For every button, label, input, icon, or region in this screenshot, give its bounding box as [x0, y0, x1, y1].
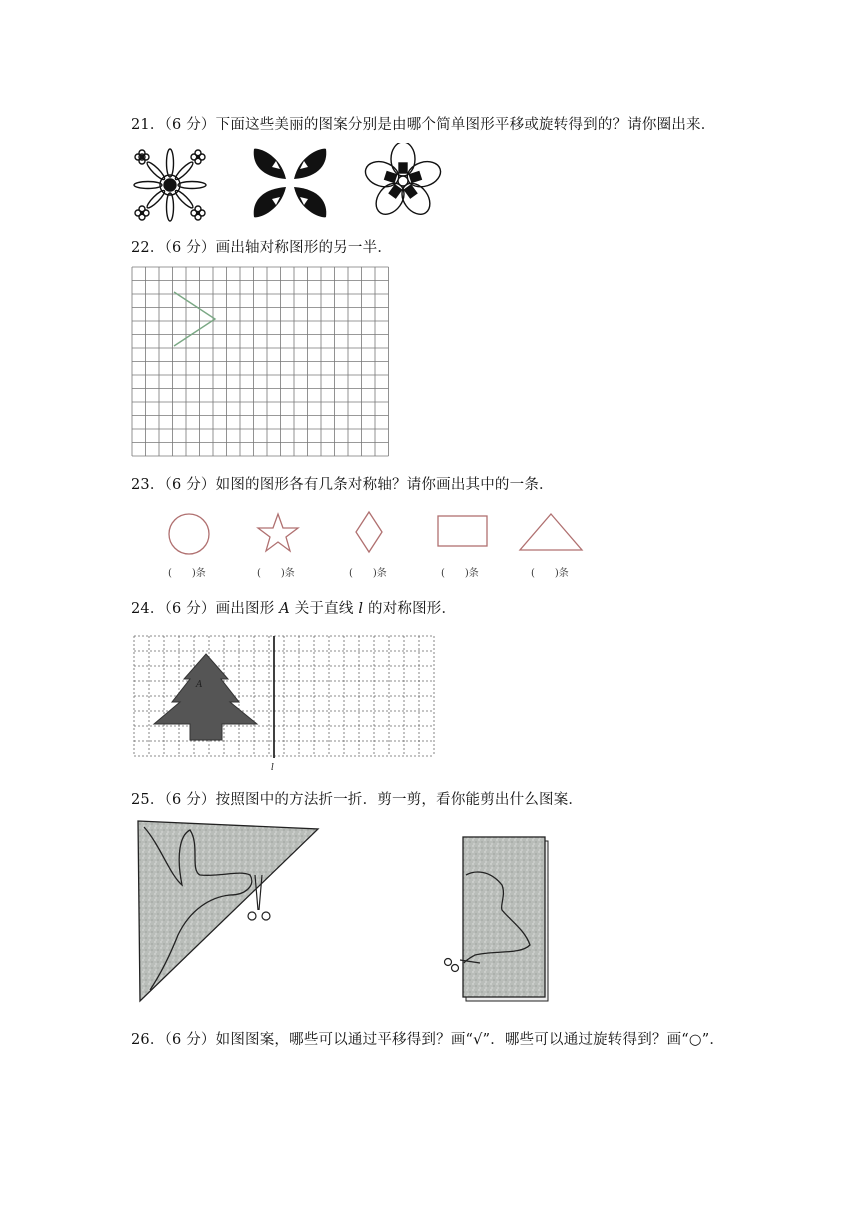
triangle-shape [520, 514, 582, 550]
rectangle-shape [438, 516, 487, 546]
question-21: 21．（6 分）下面这些美丽的图案分别是由哪个简单图形平移或旋转得到的？请你圈出来． [131, 117, 716, 133]
blank-count-star[interactable]: ( )条 [257, 568, 295, 579]
q25-folded-paper [130, 815, 560, 1005]
flower-pattern-icon [134, 149, 206, 221]
symmetry-line-label: l [271, 763, 274, 773]
circle-shape [169, 514, 209, 554]
question-22: 22．（6 分）画出轴对称图形的另一半． [131, 240, 393, 256]
tree-shape-A [154, 654, 257, 740]
blank-count-rhombus[interactable]: ( )条 [349, 568, 387, 579]
rhombus-shape [356, 512, 382, 552]
folded-triangle-paper [138, 821, 318, 1001]
q22-grid [130, 265, 390, 457]
blank-count-circle[interactable]: ( )条 [168, 568, 206, 579]
folded-rectangle-paper [445, 837, 549, 1001]
star-shape [258, 514, 298, 551]
question-25: 25．（6 分）按照图中的方法折一折．剪一剪，看你能剪出什么图案． [131, 792, 584, 808]
tree-label-A: A [196, 680, 203, 690]
q23-shapes [160, 508, 590, 558]
q24-grid [132, 634, 437, 774]
five-petal-flower-icon [362, 143, 444, 220]
blank-count-rectangle[interactable]: ( )条 [441, 568, 479, 579]
leaf-pattern-icon [254, 149, 327, 218]
question-24: 24．（6 分）画出图形 A 关于直线 l 的对称图形． [131, 601, 457, 617]
question-23: 23．（6 分）如图的图形各有几条对称轴？请你画出其中的一条． [131, 477, 554, 493]
question-26: 26．（6 分）如图图案，哪些可以通过平移得到？画“√”．哪些可以通过旋转得到？画“○”． [131, 1032, 725, 1048]
blank-count-triangle[interactable]: ( )条 [531, 568, 569, 579]
q21-patterns [130, 143, 450, 223]
half-shape-line [174, 292, 215, 346]
